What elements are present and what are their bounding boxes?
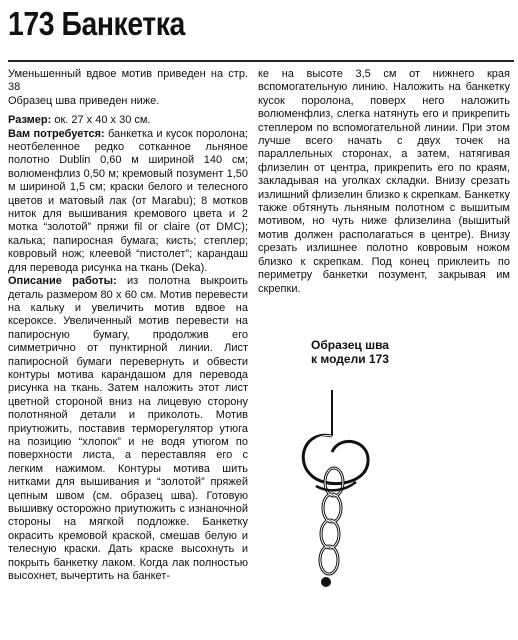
stitch-caption [270, 338, 430, 366]
size-paragraph [8, 114, 248, 127]
intro-paragraph: Уменьшенный вдвое мотив приведен на стр. 38 [8, 68, 248, 94]
work-paragraph [8, 275, 248, 583]
page-title: 173 Банкетка [8, 5, 185, 42]
work-label: Описание работы: [8, 275, 117, 288]
materials-text: банкетка и кусок поролона; неотбеленное редко сотканное льняное полотно Dublin 0,60 м шириной 140 см; волюменфлиз 0,50 м; кремовый позумент 1,50 м шириной 1,5 см; краски белого и телесного цветов и матовый лак (от Marabu); 8 мотков ниток для вышивания кремового цвета и 2 мотка “золотой” пряжи fil or claire (от DMC); калька; папиросная бумага; кисть; степлер; ковровый нож; клеевой “пистолет”; карандаш для перевода рисунка на ткань (Deka). [8, 127, 248, 274]
title-divider [8, 60, 514, 62]
materials-paragraph [8, 128, 248, 275]
left-text-column [8, 68, 248, 583]
caption-line-2: к модели 173 [311, 352, 389, 366]
continuation-paragraph: ке на высоте 3,5 см от нижнего края вспомогательную линию. Наложить на банкетку кусок поролона, поверх него наложить волюменфлиз, слегка натянуть его и прикрепить степлером по вспомогательной линии. При этом лучше всего начать с двух точек на параллельных сторонах, а затем, натягивая флизелин от центра, прикрепить его по краям, закладывая на уголках складки. Внизу срезать излишний флизелин близко к скрепкам. Банкетку также обтянуть льняным полотном с вышитым мотивом, но чуть ниже флизелина (вышитый мотив должен располагаться в центре). Внизу срезать излишнее полотно ковровым ножом близко к скрепкам. Под конец приклеить по периметру банкетки позумент, закрывая им скрепки. [258, 68, 510, 295]
chain-stitch-illustration [296, 390, 386, 600]
size-label: Размер: [8, 114, 52, 127]
caption-line-1: Образец шва [311, 338, 389, 352]
thread-end [321, 577, 331, 587]
work-text: из полотна выкроить деталь размером 80 x 60 см. Мотив перевести на кальку и увеличить мотив вдвое на ксероксе. Увеличенный мотив перевести на папиросную бумагу, продолжив его симметрично от пунктирной линии. Лист папиросной бумаги перевернуть и обвести контуры мотива карандашом для перевода рисунка на ткань. Затем наложить этот лист цветной стороной вниз на лицевую сторону полотняной детали и приколоть. Мотив приутюжить, поставив терморегулятор утюга на позицию “хлопок” и не водя утюгом по поверхности листа, а переставляя его с легким нажимом. Контуры мотива шить нитками для вышивания и “золотой” пряжей цепным швом (см. образец шва). Готовую вышивку осторожно приутюжить с изнаночной стороны на мягкой подложке. Банкетку окрасить кремовой краской, смешав белую и телесную краски. Дать краске высохнуть и покрыть банкетку лаком. Когда лак полностью высохнет, вычертить на банкет- [8, 275, 248, 583]
thread-loop [303, 435, 368, 483]
intro-stitch-note: Образец шва приведен ниже. [8, 94, 160, 107]
materials-label: Вам потребуется: [8, 127, 105, 140]
size-text: ок. 27 x 40 x 30 см. [51, 114, 151, 127]
right-text-column [258, 68, 510, 296]
